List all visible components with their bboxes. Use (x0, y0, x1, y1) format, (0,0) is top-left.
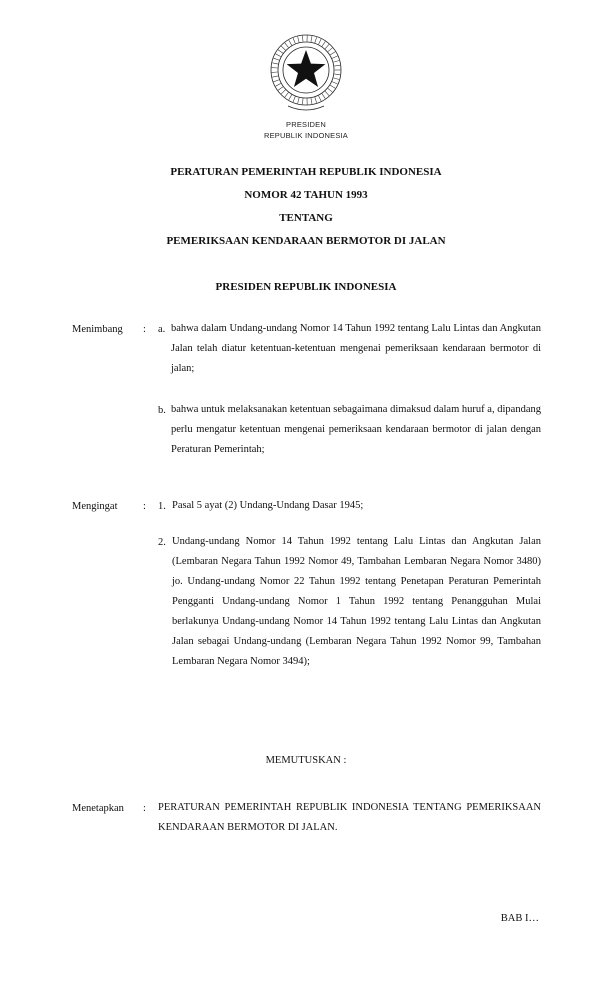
document-title-line2: NOMOR 42 TAHUN 1993 (244, 189, 368, 201)
mengingat-item-2-text: Undang-undang Nomor 14 Tahun 1992 tentang Lalu Lintas dan Angkutan Jalan (Lembaran Negara Tahun 1992 Nomor 49, Tambahan Lembaran Negara Nomor 3480) jo. Undang-undang Nomor 22 Tahun 1992 tentang Penetapan Peraturan Pemerintah Pengganti Undang-undang Nomor 1 Tahun 1992 tentang Penangguhan Mulai berlakunya Undang-undang Nomor 14 Tahun 1992 tentang Lalu Lintas dan Angkutan Jalan sebagai Undang-undang (Lembaran Negara Tahun 1992 Nomor 99, Tambahan Lembaran Negara Nomor 3494); (172, 536, 541, 667)
next-page-reference: BAB I… (500, 913, 539, 924)
mengingat-item-1-marker: 1. (158, 501, 166, 512)
memutuskan-heading: MEMUTUSKAN : (265, 755, 347, 766)
mengingat-colon: : (143, 501, 146, 512)
menimbang-label: Menimbang (72, 324, 123, 335)
emblem-caption-line2: REPUBLIK INDONESIA (263, 131, 349, 140)
document-title-line1: PERATURAN PEMERINTAH REPUBLIK INDONESIA (170, 166, 442, 178)
menetapkan-text: PERATURAN PEMERINTAH REPUBLIK INDONESIA TENTANG PEMERIKSAAN KENDARAAN BERMOTOR DI JALAN. (158, 802, 541, 833)
document-title-line3: TENTANG (279, 212, 333, 224)
menimbang-item-b-text: bahwa untuk melaksanakan ketentuan sebagaimana dimaksud dalam huruf a, dipandang perlu mengatur ketentuan mengenai pemeriksaan kendaraan bermotor di jalan dengan Peraturan Pemerintah; (171, 404, 541, 455)
mengingat-item-2-marker: 2. (158, 537, 166, 548)
mengingat-label: Mengingat (72, 501, 118, 512)
issuer-heading: PRESIDEN REPUBLIK INDONESIA (215, 281, 397, 293)
garuda-star-emblem-icon (266, 30, 346, 114)
emblem-caption-line1: PRESIDEN (286, 120, 326, 129)
menimbang-item-a-marker: a. (158, 324, 166, 335)
menimbang-colon: : (143, 324, 146, 335)
menimbang-item-b-marker: b. (158, 405, 166, 416)
menetapkan-label: Menetapkan (72, 803, 124, 814)
menimbang-item-a-text: bahwa dalam Undang-undang Nomor 14 Tahun 1992 tentang Lalu Lintas dan Angkutan Jalan telah diatur ketentuan-ketentuan mengenai pemeriksaan kendaraan bermotor di jalan; (171, 323, 541, 374)
mengingat-item-1-text: Pasal 5 ayat (2) Undang-Undang Dasar 1945; (172, 500, 364, 511)
menetapkan-colon: : (143, 803, 146, 814)
document-title-line4: PEMERIKSAAN KENDARAAN BERMOTOR DI JALAN (166, 235, 446, 247)
